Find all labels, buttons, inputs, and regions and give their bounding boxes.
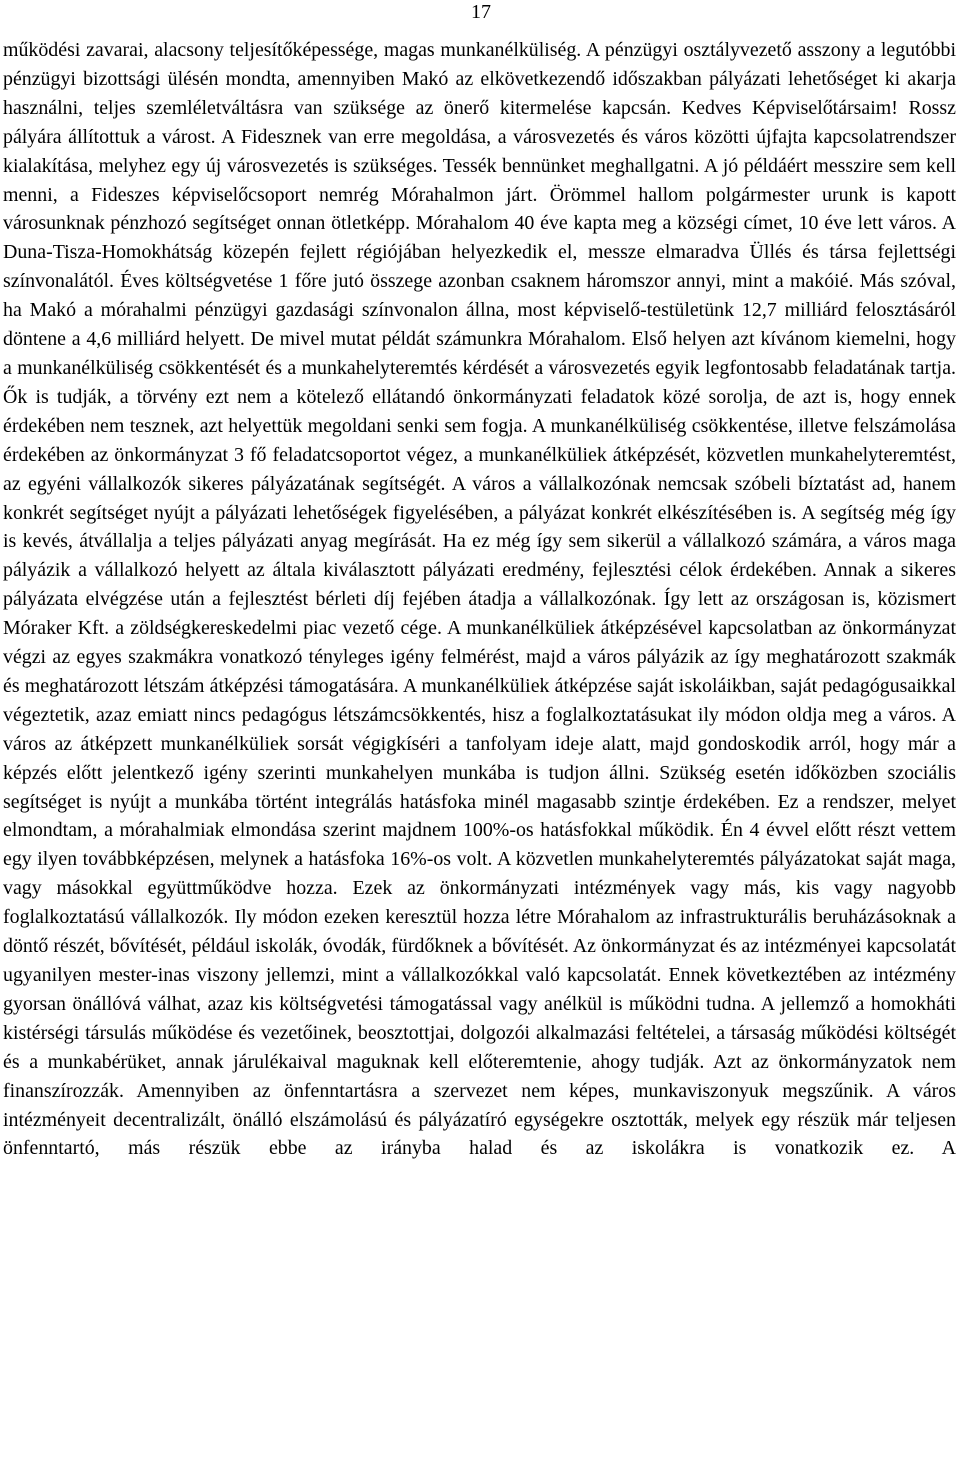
body-paragraph: működési zavarai, alacsony teljesítőképessége, magas munkanélküliség. A pénzügyi osztályvezető asszony a legutóbbi pénzügyi bizottsági ülésén mondta, amennyiben Makó az elkövetkezendő időszakban pályázati lehetőséget ki akarja használni, teljes szemléletváltásra van szüksége az önerő kitermelése kapcsán. Kedves Képviselőtársaim! Rossz pályára állítottuk a várost. A Fidesznek van erre megoldása, a városvezetés és város közötti újfajta kapcsolatrendszer kialakítása, melyhez egy új városvezetés is szükséges. Tessék bennünket meghallgatni. A jó példáért messzire sem kell menni, a Fideszes képviselőcsoport nemrég Mórahalmon járt. Örömmel hallom polgármester urunk is kapott városunknak pénzhozó segítséget onnan ötletképp. Mórahalom 40 éve kapta meg a községi címet, 10 éve lett város. A Duna-Tisza-Homokhátság közepén fejlett régiójában helyezkedik el, messze elmaradva Üllés és társa fejlettségi színvonalától. Éves költségvetése 1 főre jutó összege azonban csaknem háromszor annyi, mint a makóié. Más szóval, ha Makó a mórahalmi pénzügyi gazdasági színvonalon állna, most képviselő-testületünk 12,7 milliárd felosztásáról döntene a 4,6 milliárd helyett. De mivel mutat példát számunkra Mórahalom. Első helyen azt kívánom kiemelni, hogy a munkanélküliség csökkentését és a munkahelyteremtés kérdését a városvezetés egyik legfontosabb feladatának tartja. Ők is tudják, a törvény ezt nem a kötelező ellátandó önkormányzati feladatok közé sorolja, de azt is, hogy ennek érdekében nem tesznek, azt helyettük megoldani senki sem fogja. A munkanélküliség csökkentése, illetve felszámolása érdekében az önkormányzat 3 fő feladatcsoportot végez, a munkanélküliek átképzését, közvetlen munkahelyteremtést, az egyéni vállalkozók sikeres pályázatának segítségét. A város a vállalkozónak nemcsak szóbeli bíztatást ad, hanem konkrét segítséget nyújt a pályázati lehetőségek figyelésében, a pályázat konkrét elkészítésében is. A segítség még így is kevés, átvállalja a teljes pályázati anyag megírását. Ha ez még így sem sikerül a vállalkozó számára, a város maga pályázik a vállalkozó helyett az általa kiválasztott pályázati eredmény, fejlesztési célok érdekében. Annak a sikeres pályázata elvégzése után a fejlesztést bérleti díj fejében átadja a vállalkozónak. Így lett az országosan is, közismert Móraker Kft. a zöldségkereskedelmi piac vezető cége. A munkanélküliek átképzésével kapcsolatban az önkormányzat végzi az egyes szakmákra vonatkozó tényleges igény felmérést, majd a város pályázik az így meghatározott szakmák és meghatározott létszám átképzési támogatására. A munkanélküliek átképzése saját iskoláikban, saját pedagógusaikkal végeztetik, azaz emiatt nincs pedagógus létszámcsökkentés, hisz a foglalkoztatásukat ily módon oldja meg a város. A város az átképzett munkanélküliek sorsát végigkíséri a tanfolyam ideje alatt, majd gondoskodik arról, hogy már a képzés előtt jelentkező igény szerinti munkahelyen munkába is tudjon állni. Szükség esetén időközben szociális segítséget is nyújt a munkába történt integrálás hatásfoka minél magasabb szintje érdekében. Ez a rendszer, melyet elmondtam, a mórahalmiak elmondása szerint majdnem 100%-os hatásfokkal működik. Én 4 évvel előtt részt vettem egy ilyen továbbképzésen, melynek a hatásfoka 16%-os volt. A közvetlen munkahelyteremtés pályázatokat saját maga, vagy másokkal együttműködve hozza. Ezek az önkormányzati intézmények vagy más, kis vagy nagyobb foglalkoztatású vállalkozók. Ily módon ezeken keresztül hozza létre Mórahalom az infrastrukturális beruházásoknak a döntő részét, bővítését, például iskolák, óvodák, fürdőknek a bővítését. Az önkormányzat és az intézményei kapcsolatát ugyanilyen mester-inas viszony jellemzi, mint a vállalkozókkal való kapcsolatát. Ennek következtében az intézmény gyorsan önállóvá válhat, azaz kis költségvetési támogatással vagy anélkül is működni tudna. A jellemző a homokháti kistérségi társulás működése és vezetőinek, beosztottjai, dolgozói alkalmazási feltételei, a társaság működési költségét és a munkabérüket, annak járulékaival maguknak kell előteremtenie, ahogy tudják. Azt az önkormányzatok nem finanszírozzák. Amennyiben az önfenntartásra a szervezet nem képes, munkaviszonyuk megszűnik. A város intézményeit decentralizált, önálló elszámolású és pályázatíró egységekre osztották, melyek egy részük már teljesen önfenntartó, más részük ebbe az irányba halad és az iskolákra is vonatkozik ez. A <box>3 39 956 1160</box>
page-number: 17 <box>471 1 491 23</box>
